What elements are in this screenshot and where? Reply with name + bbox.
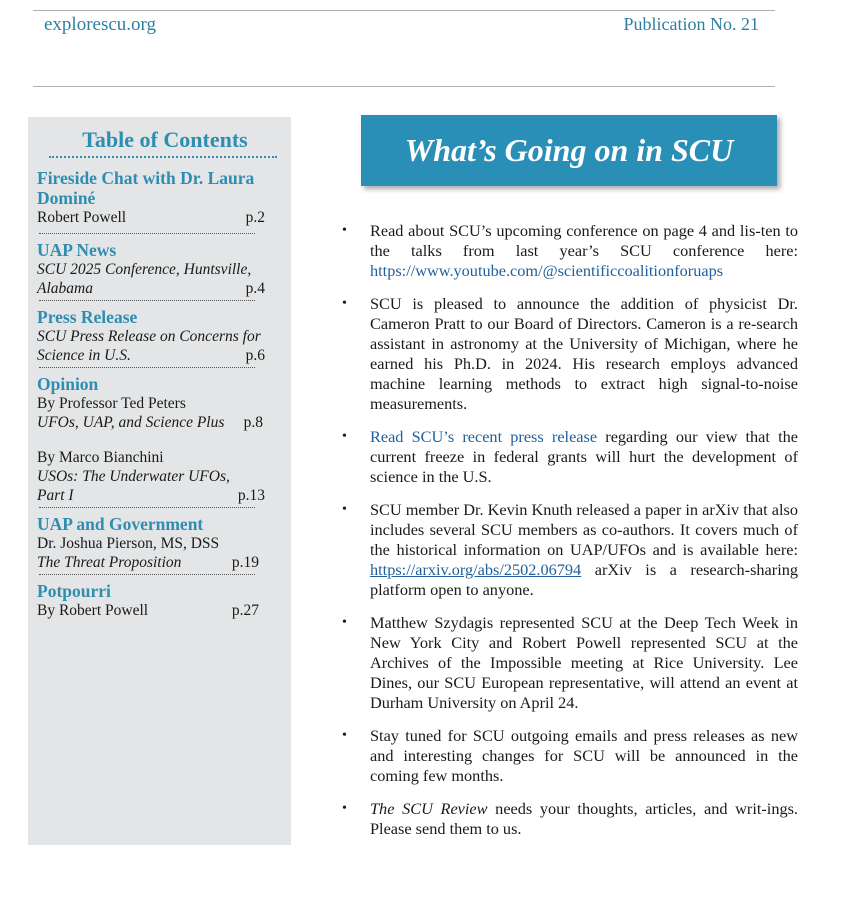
publication-number: Publication No. 21 <box>623 14 759 34</box>
list-item: • SCU member Dr. Kevin Knuth released a paper in arXiv that also includes several SCU members as co-authors. It covers much of the historical information on UAP/UFOs and is available here: https://arxiv.org/abs/2502.06794 arXiv is a research-sharing platform open to anyone. <box>342 500 798 599</box>
list-item: • Read about SCU’s upcoming conference on page 4 and lis-ten to the talks from last year’s SCU conference here: https://www.youtube.com/@scientificcoalitionforuaps <box>342 221 798 280</box>
toc-separator <box>39 574 255 575</box>
toc-entry-press-release[interactable] <box>37 307 283 365</box>
toc-entry-fireside-chat[interactable] <box>37 168 283 227</box>
bullet-icon: • <box>342 728 347 743</box>
toc-heading: UAP News <box>37 240 117 260</box>
toc-row: Alabama p.4 <box>37 280 265 297</box>
press-release-link[interactable]: Read SCU’s recent press release <box>370 427 598 446</box>
toc-separator <box>39 507 255 508</box>
toc-title-line: SCU 2025 Conference, Huntsville, <box>37 261 252 278</box>
toc-entry-uap-government[interactable] <box>37 514 283 572</box>
bullet-icon: • <box>342 429 347 444</box>
bullet-icon: • <box>342 223 347 238</box>
toc-author: Dr. Joshua Pierson, MS, DSS <box>37 535 220 552</box>
toc-heading: Potpourri <box>37 581 111 601</box>
publication-name: The SCU Review <box>370 799 488 818</box>
toc-heading: UAP and Government <box>37 514 204 534</box>
toc-title: Table of Contents <box>82 127 248 152</box>
toc-row: The Threat Proposition p.19 <box>37 554 259 571</box>
toc-row: Part I p.13 <box>37 487 265 504</box>
top-rule <box>33 10 775 11</box>
toc-row: By Robert Powell p.27 <box>37 602 259 619</box>
toc-author: By Marco Bianchini <box>37 449 164 466</box>
toc-separator <box>39 233 255 234</box>
toc-entry-uap-news[interactable] <box>37 240 283 298</box>
toc-author: By Professor Ted Peters <box>37 395 186 412</box>
list-item: • Matthew Szydagis represented SCU at the Deep Tech Week in New York City and Robert Powell represented SCU at the Archives of the Impossible meeting at Rice University. Lee Dines, our SCU European representative, will attend an event at Durham University on April 24. <box>342 613 798 712</box>
bullet-icon: • <box>342 502 347 517</box>
toc-row: Robert Powell p.2 <box>37 209 265 226</box>
bullet-icon: • <box>342 801 347 816</box>
youtube-link[interactable]: https://www.youtube.com/@scientificcoalitionforuaps <box>370 261 724 280</box>
toc-title-divider <box>49 156 277 158</box>
banner-title: What’s Going on in SCU <box>404 132 734 168</box>
bullet-icon: • <box>342 615 347 630</box>
toc-row: UFOs, UAP, and Science Plus p.8 <box>37 414 263 431</box>
toc-row: Science in U.S. p.6 <box>37 347 265 364</box>
list-item: • The SCU Review needs your thoughts, articles, and writ-ings. Please send them to us. <box>342 799 799 838</box>
toc-title-line: USOs: The Underwater UFOs, <box>37 468 230 485</box>
toc-heading: Press Release <box>37 307 138 327</box>
news-list <box>342 221 798 852</box>
list-item: • SCU is pleased to announce the addition of physicist Dr. Cameron Pratt to our Board of Directors. Cameron is a re-search assistant in astronomy at the University of Michigan, where he earned his Ph.D. in 2024. His research employs advanced machine learning methods to extract high signal-to-noise measurements. <box>342 294 798 413</box>
site-url[interactable]: explorescu.org <box>44 14 157 35</box>
toc-entry-potpourri[interactable] <box>37 581 283 620</box>
section-banner <box>361 115 777 186</box>
list-item: • Read SCU’s recent press release regarding our view that the current freeze in federal grants will hurt the development of science in the U.S. <box>342 427 798 486</box>
toc-heading: Fireside Chat with Dr. Laura Dominé <box>37 168 255 208</box>
header-rule <box>33 86 775 87</box>
arxiv-link[interactable]: https://arxiv.org/abs/2502.06794 <box>370 560 582 579</box>
toc-heading: Opinion <box>37 374 99 394</box>
toc-title-line: SCU Press Release on Concerns for <box>37 328 261 345</box>
table-of-contents <box>28 117 291 845</box>
bullet-icon: • <box>342 296 347 311</box>
toc-entry-opinion[interactable] <box>37 374 283 505</box>
toc-separator <box>39 300 255 301</box>
toc-separator <box>39 367 255 368</box>
list-item: • Stay tuned for SCU outgoing emails and press releases as new and interesting changes for SCU will be announced in the coming few months. <box>342 726 798 785</box>
